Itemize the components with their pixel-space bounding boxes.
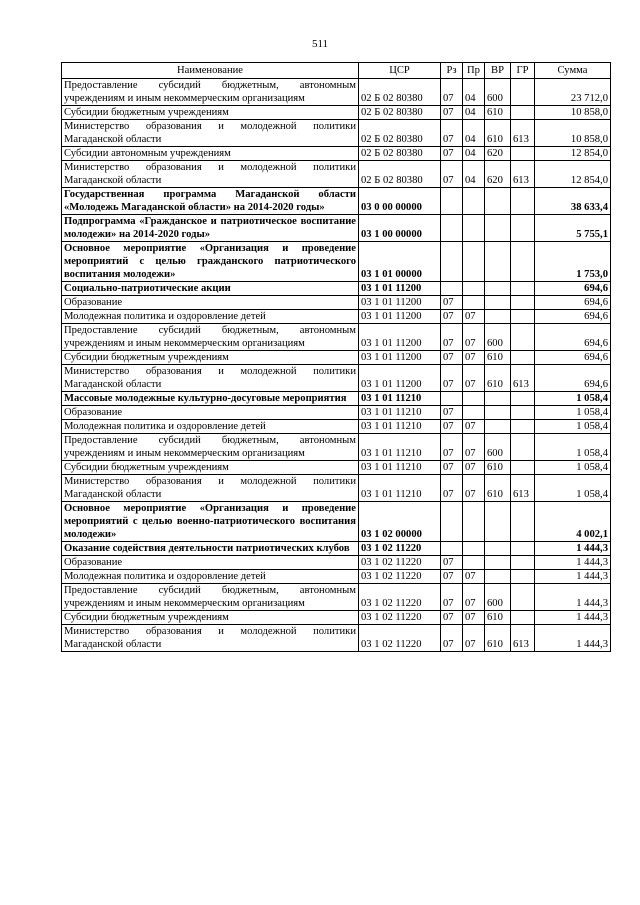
row-name-cell: Министерство образования и молодежной политики Магаданской области: [62, 365, 359, 392]
row-rz-cell: 07: [441, 556, 463, 570]
row-gr-cell: [511, 406, 535, 420]
row-sum-cell: 12 854,0: [535, 147, 611, 161]
table-row: [62, 242, 611, 282]
row-gr-cell: [511, 351, 535, 365]
row-rz-cell: [441, 188, 463, 215]
row-sum-cell: 694,6: [535, 324, 611, 351]
row-name-cell: Субсидии бюджетным учреждениям: [62, 611, 359, 625]
row-vr-cell: [485, 556, 511, 570]
header-csr: ЦСР: [359, 63, 441, 79]
row-sum-cell: 694,6: [535, 282, 611, 296]
table-row: [62, 625, 611, 652]
row-vr-cell: 610: [485, 120, 511, 147]
header-name: Наименование: [62, 63, 359, 79]
row-pr-cell: 07: [463, 570, 485, 584]
row-csr-cell: 03 1 01 11210: [359, 434, 441, 461]
row-gr-cell: [511, 556, 535, 570]
row-pr-cell: 07: [463, 351, 485, 365]
row-sum-cell: 4 002,1: [535, 502, 611, 542]
row-gr-cell: [511, 188, 535, 215]
row-pr-cell: [463, 502, 485, 542]
row-rz-cell: [441, 392, 463, 406]
row-rz-cell: [441, 542, 463, 556]
row-sum-cell: 694,6: [535, 365, 611, 392]
table-row: [62, 106, 611, 120]
row-sum-cell: 1 058,4: [535, 434, 611, 461]
row-rz-cell: 07: [441, 475, 463, 502]
table-row: [62, 282, 611, 296]
row-name-cell: Основное мероприятие «Организация и проведение мероприятий с целью военно-патриотического воспитания молодежи»: [62, 502, 359, 542]
row-rz-cell: 07: [441, 570, 463, 584]
row-gr-cell: [511, 570, 535, 584]
row-vr-cell: 620: [485, 161, 511, 188]
row-sum-cell: 38 633,4: [535, 188, 611, 215]
row-pr-cell: 07: [463, 365, 485, 392]
row-rz-cell: 07: [441, 406, 463, 420]
table-row: [62, 570, 611, 584]
row-vr-cell: [485, 242, 511, 282]
row-vr-cell: [485, 282, 511, 296]
row-vr-cell: 600: [485, 584, 511, 611]
row-vr-cell: [485, 570, 511, 584]
row-vr-cell: 620: [485, 147, 511, 161]
row-name-cell: Образование: [62, 296, 359, 310]
row-csr-cell: 03 0 00 00000: [359, 188, 441, 215]
row-csr-cell: 03 1 01 11210: [359, 475, 441, 502]
row-csr-cell: 03 1 01 11200: [359, 324, 441, 351]
row-pr-cell: [463, 188, 485, 215]
row-gr-cell: [511, 420, 535, 434]
row-rz-cell: 07: [441, 420, 463, 434]
row-gr-cell: [511, 147, 535, 161]
budget-table: [61, 62, 611, 652]
row-sum-cell: 1 444,3: [535, 611, 611, 625]
row-vr-cell: 600: [485, 324, 511, 351]
row-vr-cell: 610: [485, 365, 511, 392]
row-sum-cell: 1 444,3: [535, 625, 611, 652]
row-gr-cell: [511, 461, 535, 475]
row-pr-cell: 07: [463, 475, 485, 502]
row-pr-cell: [463, 392, 485, 406]
row-csr-cell: 03 1 01 11200: [359, 296, 441, 310]
header-vr: ВР: [485, 63, 511, 79]
row-rz-cell: 07: [441, 106, 463, 120]
row-rz-cell: 07: [441, 625, 463, 652]
row-vr-cell: [485, 296, 511, 310]
row-rz-cell: 07: [441, 120, 463, 147]
row-sum-cell: 5 755,1: [535, 215, 611, 242]
row-name-cell: Министерство образования и молодежной политики Магаданской области: [62, 475, 359, 502]
row-name-cell: Молодежная политика и оздоровление детей: [62, 310, 359, 324]
row-gr-cell: 613: [511, 120, 535, 147]
row-csr-cell: 03 1 01 11210: [359, 392, 441, 406]
table-row: [62, 296, 611, 310]
row-pr-cell: [463, 242, 485, 282]
row-pr-cell: 07: [463, 434, 485, 461]
row-csr-cell: 03 1 02 11220: [359, 625, 441, 652]
table-row: [62, 365, 611, 392]
row-rz-cell: [441, 282, 463, 296]
row-csr-cell: 03 1 01 00000: [359, 242, 441, 282]
row-pr-cell: 04: [463, 161, 485, 188]
table-body: [62, 79, 611, 652]
row-name-cell: Оказание содействия деятельности патриотических клубов: [62, 542, 359, 556]
row-name-cell: Образование: [62, 406, 359, 420]
row-sum-cell: 23 712,0: [535, 79, 611, 106]
row-rz-cell: 07: [441, 79, 463, 106]
row-pr-cell: [463, 282, 485, 296]
row-sum-cell: 1 444,3: [535, 584, 611, 611]
row-pr-cell: [463, 406, 485, 420]
table-header-row: [62, 63, 611, 79]
row-sum-cell: 1 058,4: [535, 475, 611, 502]
row-name-cell: Основное мероприятие «Организация и проведение мероприятий с целью гражданского патриотического воспитания молодежи»: [62, 242, 359, 282]
row-csr-cell: 03 1 01 11200: [359, 310, 441, 324]
row-gr-cell: 613: [511, 475, 535, 502]
row-pr-cell: [463, 542, 485, 556]
row-csr-cell: 03 1 02 11220: [359, 611, 441, 625]
row-vr-cell: [485, 502, 511, 542]
row-csr-cell: 02 Б 02 80380: [359, 106, 441, 120]
row-csr-cell: 03 1 01 11200: [359, 282, 441, 296]
row-gr-cell: [511, 584, 535, 611]
table-row: [62, 542, 611, 556]
row-name-cell: Социально-патриотические акции: [62, 282, 359, 296]
row-gr-cell: [511, 310, 535, 324]
row-gr-cell: 613: [511, 365, 535, 392]
table-row: [62, 406, 611, 420]
header-pr: Пр: [463, 63, 485, 79]
row-rz-cell: 07: [441, 351, 463, 365]
row-vr-cell: [485, 406, 511, 420]
row-pr-cell: 07: [463, 420, 485, 434]
row-sum-cell: 1 444,3: [535, 542, 611, 556]
table-row: [62, 420, 611, 434]
row-csr-cell: 02 Б 02 80380: [359, 120, 441, 147]
row-name-cell: Молодежная политика и оздоровление детей: [62, 420, 359, 434]
header-rz: Рз: [441, 63, 463, 79]
row-sum-cell: 10 858,0: [535, 106, 611, 120]
row-rz-cell: 07: [441, 161, 463, 188]
header-gr: ГР: [511, 63, 535, 79]
row-rz-cell: 07: [441, 365, 463, 392]
row-rz-cell: 07: [441, 434, 463, 461]
row-pr-cell: 07: [463, 324, 485, 351]
row-gr-cell: [511, 106, 535, 120]
row-gr-cell: [511, 296, 535, 310]
row-gr-cell: [511, 242, 535, 282]
table-row: [62, 161, 611, 188]
row-csr-cell: 03 1 01 11200: [359, 351, 441, 365]
table-row: [62, 351, 611, 365]
row-rz-cell: 07: [441, 584, 463, 611]
row-name-cell: Образование: [62, 556, 359, 570]
table-row: [62, 584, 611, 611]
row-vr-cell: 610: [485, 351, 511, 365]
table-row: [62, 556, 611, 570]
row-name-cell: Субсидии бюджетным учреждениям: [62, 461, 359, 475]
row-rz-cell: 07: [441, 296, 463, 310]
row-sum-cell: 1 444,3: [535, 570, 611, 584]
row-sum-cell: 1 444,3: [535, 556, 611, 570]
table-row: [62, 215, 611, 242]
row-rz-cell: [441, 215, 463, 242]
table-row: [62, 310, 611, 324]
row-gr-cell: [511, 282, 535, 296]
row-rz-cell: 07: [441, 611, 463, 625]
row-vr-cell: [485, 420, 511, 434]
table-row: [62, 79, 611, 106]
row-name-cell: Министерство образования и молодежной политики Магаданской области: [62, 120, 359, 147]
row-csr-cell: 03 1 02 11220: [359, 584, 441, 611]
row-csr-cell: 02 Б 02 80380: [359, 147, 441, 161]
row-gr-cell: [511, 215, 535, 242]
table-row: [62, 147, 611, 161]
row-gr-cell: [511, 79, 535, 106]
row-gr-cell: [511, 434, 535, 461]
row-csr-cell: 03 1 01 11210: [359, 420, 441, 434]
row-sum-cell: 694,6: [535, 296, 611, 310]
table-row: [62, 475, 611, 502]
row-name-cell: Субсидии бюджетным учреждениям: [62, 106, 359, 120]
row-rz-cell: [441, 242, 463, 282]
row-gr-cell: [511, 502, 535, 542]
row-csr-cell: 03 1 01 11200: [359, 365, 441, 392]
row-csr-cell: 02 Б 02 80380: [359, 161, 441, 188]
row-csr-cell: 03 1 02 00000: [359, 502, 441, 542]
row-vr-cell: [485, 215, 511, 242]
table-row: [62, 392, 611, 406]
row-sum-cell: 694,6: [535, 310, 611, 324]
row-pr-cell: 04: [463, 106, 485, 120]
row-vr-cell: 610: [485, 625, 511, 652]
row-pr-cell: 07: [463, 625, 485, 652]
row-name-cell: Министерство образования и молодежной политики Магаданской области: [62, 161, 359, 188]
row-gr-cell: [511, 392, 535, 406]
row-rz-cell: 07: [441, 147, 463, 161]
row-sum-cell: 12 854,0: [535, 161, 611, 188]
row-pr-cell: 07: [463, 461, 485, 475]
table-row: [62, 324, 611, 351]
row-name-cell: Предоставление субсидий бюджетным, автономным учреждениям и иным некоммерческим организациям: [62, 324, 359, 351]
page-number: 511: [311, 38, 329, 50]
row-name-cell: Подпрограмма «Гражданское и патриотическое воспитание молодежи» на 2014-2020 годы»: [62, 215, 359, 242]
row-sum-cell: 1 058,4: [535, 420, 611, 434]
row-pr-cell: 07: [463, 611, 485, 625]
row-rz-cell: [441, 502, 463, 542]
row-sum-cell: 694,6: [535, 351, 611, 365]
row-sum-cell: 1 058,4: [535, 392, 611, 406]
row-sum-cell: 10 858,0: [535, 120, 611, 147]
header-sum: Сумма: [535, 63, 611, 79]
row-pr-cell: 07: [463, 310, 485, 324]
table-row: [62, 461, 611, 475]
row-csr-cell: 03 1 02 11220: [359, 556, 441, 570]
row-name-cell: Субсидии автономным учреждениям: [62, 147, 359, 161]
row-csr-cell: 03 1 02 11220: [359, 570, 441, 584]
row-rz-cell: 07: [441, 310, 463, 324]
table-row: [62, 188, 611, 215]
row-pr-cell: 04: [463, 79, 485, 106]
row-name-cell: Предоставление субсидий бюджетным, автономным учреждениям и иным некоммерческим организациям: [62, 434, 359, 461]
row-rz-cell: 07: [441, 461, 463, 475]
row-gr-cell: [511, 324, 535, 351]
row-vr-cell: [485, 310, 511, 324]
row-vr-cell: 610: [485, 475, 511, 502]
row-vr-cell: [485, 542, 511, 556]
row-gr-cell: [511, 542, 535, 556]
row-pr-cell: 04: [463, 147, 485, 161]
row-name-cell: Молодежная политика и оздоровление детей: [62, 570, 359, 584]
table-row: [62, 120, 611, 147]
row-csr-cell: 03 1 00 00000: [359, 215, 441, 242]
table-row: [62, 502, 611, 542]
row-name-cell: Государственная программа Магаданской области «Молодежь Магаданской области» на 2014-2020 годы»: [62, 188, 359, 215]
row-name-cell: Предоставление субсидий бюджетным, автономным учреждениям и иным некоммерческим организациям: [62, 584, 359, 611]
row-csr-cell: 02 Б 02 80380: [359, 79, 441, 106]
row-name-cell: Министерство образования и молодежной политики Магаданской области: [62, 625, 359, 652]
row-name-cell: Массовые молодежные культурно-досуговые мероприятия: [62, 392, 359, 406]
row-csr-cell: 03 1 02 11220: [359, 542, 441, 556]
row-vr-cell: [485, 188, 511, 215]
row-vr-cell: 600: [485, 434, 511, 461]
row-gr-cell: 613: [511, 161, 535, 188]
row-csr-cell: 03 1 01 11210: [359, 406, 441, 420]
row-sum-cell: 1 058,4: [535, 461, 611, 475]
row-vr-cell: [485, 392, 511, 406]
row-pr-cell: 04: [463, 120, 485, 147]
row-name-cell: Предоставление субсидий бюджетным, автономным учреждениям и иным некоммерческим организациям: [62, 79, 359, 106]
row-sum-cell: 1 058,4: [535, 406, 611, 420]
row-pr-cell: 07: [463, 584, 485, 611]
row-gr-cell: 613: [511, 625, 535, 652]
row-sum-cell: 1 753,0: [535, 242, 611, 282]
row-rz-cell: 07: [441, 324, 463, 351]
row-gr-cell: [511, 611, 535, 625]
row-vr-cell: 610: [485, 611, 511, 625]
table-row: [62, 611, 611, 625]
row-csr-cell: 03 1 01 11210: [359, 461, 441, 475]
row-vr-cell: 610: [485, 461, 511, 475]
row-pr-cell: [463, 215, 485, 242]
table-row: [62, 434, 611, 461]
row-vr-cell: 610: [485, 106, 511, 120]
row-name-cell: Субсидии бюджетным учреждениям: [62, 351, 359, 365]
row-vr-cell: 600: [485, 79, 511, 106]
row-pr-cell: [463, 296, 485, 310]
row-pr-cell: [463, 556, 485, 570]
